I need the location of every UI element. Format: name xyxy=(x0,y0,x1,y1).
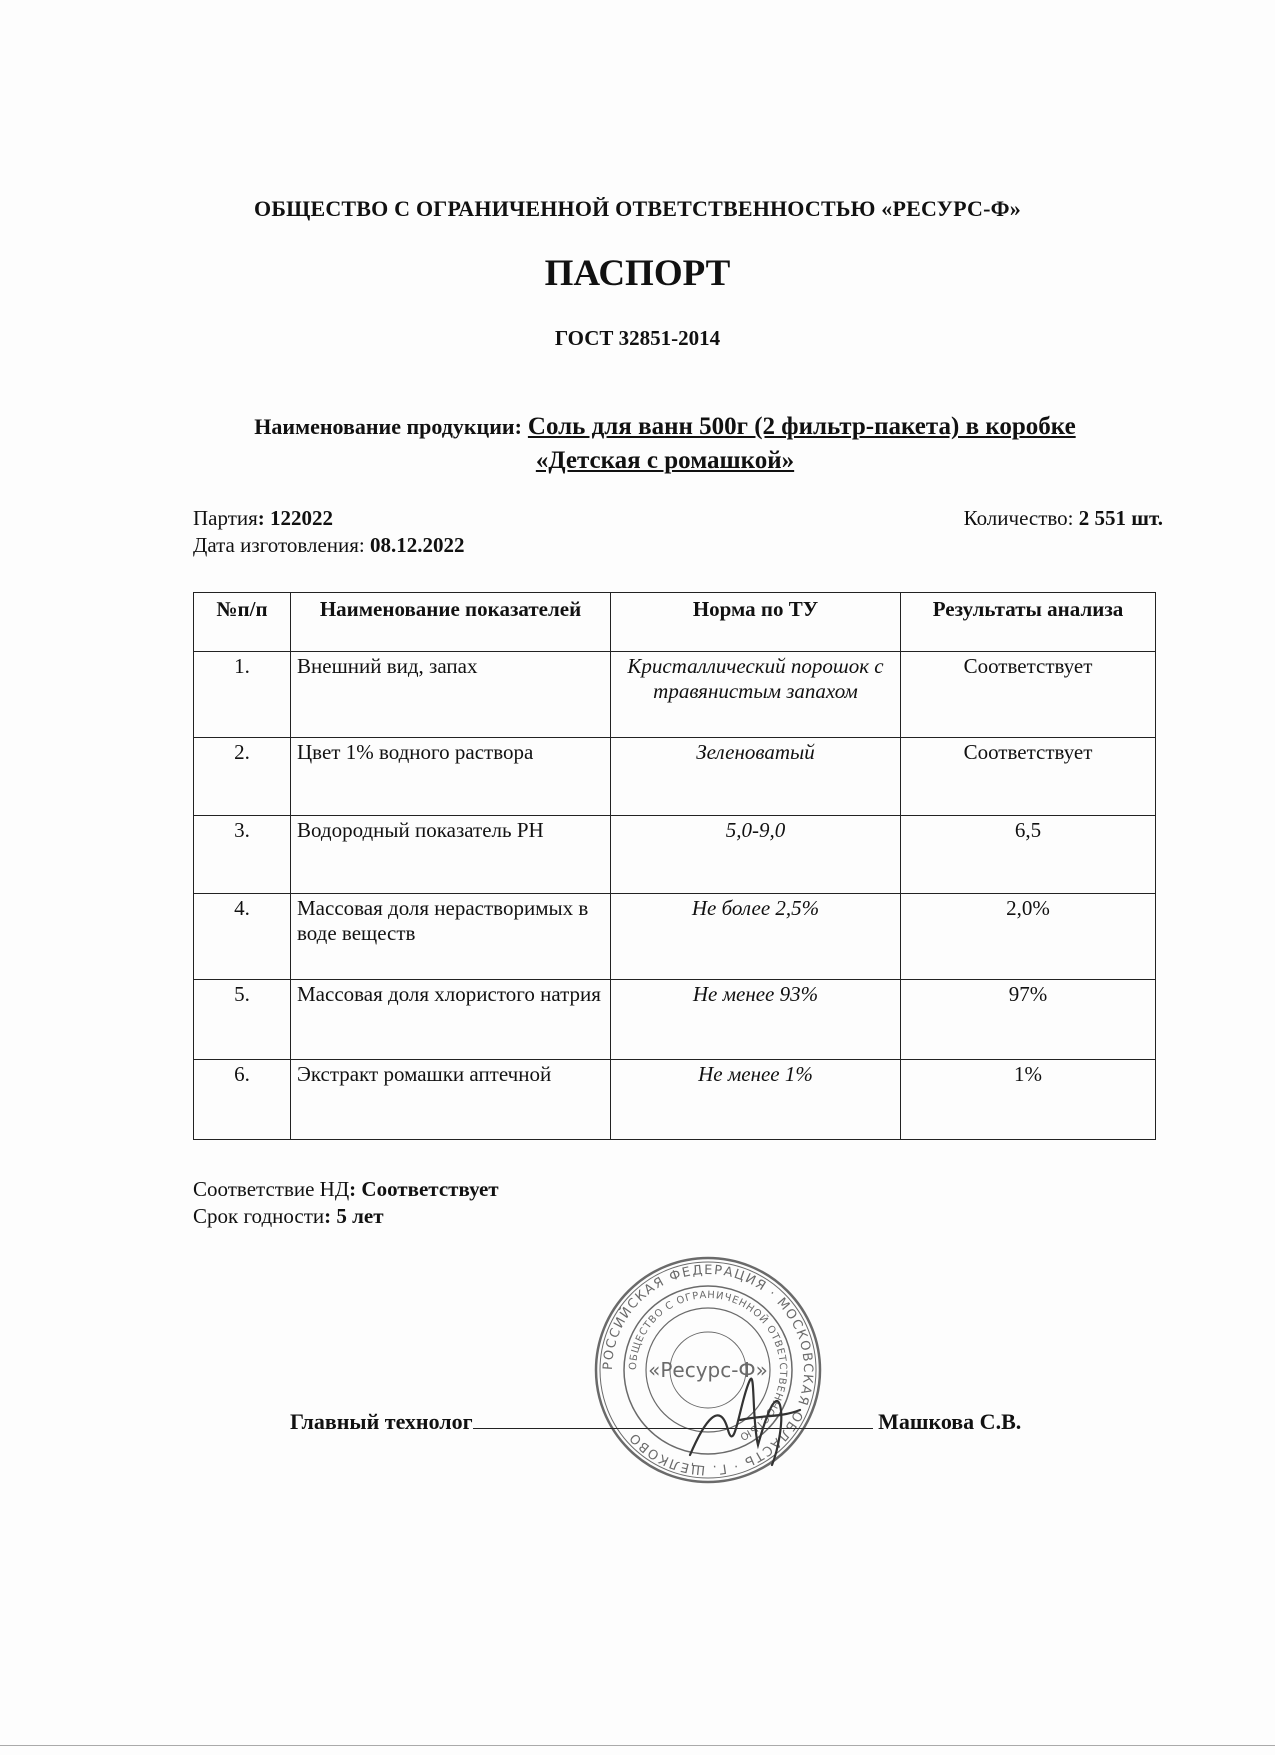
row-result: Соответствует xyxy=(901,652,1156,738)
header-indicator: Наименование показателей xyxy=(291,593,611,652)
row-number: 4. xyxy=(194,894,291,980)
header-norm: Норма по ТУ xyxy=(611,593,901,652)
header-result: Результаты анализа xyxy=(901,593,1156,652)
batch-value: : 122022 xyxy=(257,506,334,530)
row-norm: Кристаллический порошок с травянистым запахом xyxy=(611,652,901,738)
row-number: 6. xyxy=(194,1060,291,1140)
signatory-position: Главный технолог xyxy=(290,1409,473,1434)
batch-label: Партия xyxy=(193,506,258,530)
conformity-block xyxy=(193,1176,499,1230)
table-row xyxy=(194,980,1156,1060)
signatory-name: Машкова С.В. xyxy=(878,1409,1022,1434)
handwritten-signature xyxy=(680,1360,810,1480)
row-indicator: Массовая доля нерастворимых в воде веществ xyxy=(291,894,611,980)
product-name-line1: Соль для ванн 500г (2 фильтр-пакета) в коробке xyxy=(527,413,1076,440)
scan-edge-line xyxy=(0,1745,1275,1746)
row-result: 97% xyxy=(901,980,1156,1060)
row-norm: 5,0-9,0 xyxy=(611,816,901,894)
signature-line xyxy=(473,1408,873,1429)
row-result: 2,0% xyxy=(901,894,1156,980)
product-name-line2: «Детская с ромашкой» xyxy=(535,447,795,474)
row-norm: Не более 2,5% xyxy=(611,894,901,980)
row-norm: Зеленоватый xyxy=(611,738,901,816)
quantity-info xyxy=(964,505,1163,532)
table-row xyxy=(194,738,1156,816)
quantity-value: 2 551 шт. xyxy=(1078,506,1163,530)
row-number: 3. xyxy=(194,816,291,894)
table-row xyxy=(194,652,1156,738)
conformity-value: : Соответствует xyxy=(349,1177,499,1201)
date-value: 08.12.2022 xyxy=(370,533,465,557)
row-number: 5. xyxy=(194,980,291,1060)
document-title: ПАСПОРТ xyxy=(544,253,731,294)
stamp-inner-text: ОБЩЕСТВО С ОГРАНИЧЕННОЙ ОТВЕТСТВЕННОСТЬЮ xyxy=(627,1289,789,1443)
conformity-label: Соответствие НД xyxy=(193,1177,350,1201)
table-row xyxy=(194,816,1156,894)
row-result: 1% xyxy=(901,1060,1156,1140)
table-row xyxy=(194,1060,1156,1140)
row-result: Соответствует xyxy=(901,738,1156,816)
row-norm: Не менее 1% xyxy=(611,1060,901,1140)
row-indicator: Экстракт ромашки аптечной xyxy=(291,1060,611,1140)
product-label: Наименование продукции: xyxy=(254,414,522,439)
specification-table xyxy=(193,592,1156,1140)
organization-name: ОБЩЕСТВО С ОГРАНИЧЕННОЙ ОТВЕТСТВЕННОСТЬЮ «РЕСУРС-Ф» xyxy=(254,196,1021,221)
row-indicator: Массовая доля хлористого натрия xyxy=(291,980,611,1060)
standard-number: ГОСТ 32851-2014 xyxy=(554,326,721,350)
product-block xyxy=(150,410,1180,478)
row-indicator: Цвет 1% водного раствора xyxy=(291,738,611,816)
signature-row xyxy=(290,1408,1021,1435)
shelf-life-value: : 5 лет xyxy=(324,1204,384,1228)
date-label: Дата изготовления: xyxy=(193,533,365,557)
row-number: 2. xyxy=(194,738,291,816)
shelf-life-label: Срок годности xyxy=(193,1204,325,1228)
table-header-row xyxy=(194,593,1156,652)
row-result: 6,5 xyxy=(901,816,1156,894)
quantity-label: Количество: xyxy=(963,506,1074,530)
batch-info xyxy=(193,505,465,559)
row-norm: Не менее 93% xyxy=(611,980,901,1060)
table-row xyxy=(194,894,1156,980)
stamp-center-text: «Ресурс-Ф» xyxy=(648,1358,768,1382)
stamp-outer-text: РОССИЙСКАЯ ФЕДЕРАЦИЯ · МОСКОВСКАЯ ОБЛАСТЬ · Г. ЩЕЛКОВО xyxy=(600,1262,816,1478)
row-number: 1. xyxy=(194,652,291,738)
row-indicator: Внешний вид, запах xyxy=(291,652,611,738)
row-indicator: Водородный показатель РН xyxy=(291,816,611,894)
header-number: №п/п xyxy=(194,593,291,652)
